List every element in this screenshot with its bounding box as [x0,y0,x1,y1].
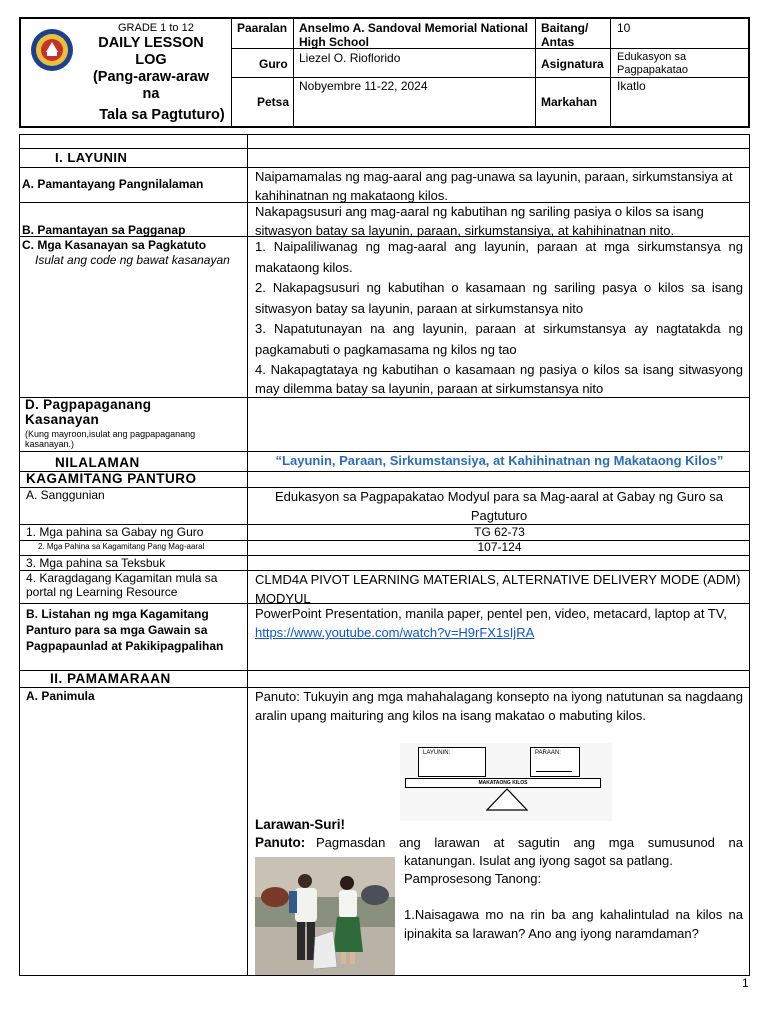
petsa-label: Petsa [257,95,290,109]
teksbuk-label: 3. Mga pahina sa Teksbuk [26,556,166,570]
beam-label: MAKATAONG KILOS [478,780,528,786]
youtube-link[interactable]: https://www.youtube.com/watch?v=H9rFX1sIjRA [255,625,535,640]
nilalaman-title: “Layunin, Paraan, Sirkumstansiya, at Kahihinatnan ng Makataong Kilos” [275,453,724,468]
nilalaman-label: NILALAMAN [55,455,140,470]
baitang-value: 10 [617,21,631,35]
pamantayang-pangnilalaman-label: A. Pamantayang Pangnilalaman [22,177,204,191]
panuto-2-line-1: Pagmasdan ang larawan at sagutin ang mga sumusunod na [316,835,743,850]
sanggunian-label: A. Sanggunian [26,488,105,502]
listahan-text [255,604,743,642]
header-table [19,17,750,128]
layunin-box [418,747,486,777]
kasanayan-label: C. Mga Kasanayan sa Pagkatuto [22,238,207,252]
quarter-value: Ikatlo [617,79,646,93]
panimula-label: A. Panimula [26,689,95,703]
title-line-5: Tala sa Pagtuturo) [99,107,225,123]
kagamitang-mag-aaral-pages: 107-124 [477,540,522,554]
grade-text: GRADE 1 to 12 [118,22,194,34]
panuto-1: Panuto: Tukuyin ang mga mahahalagang konsepto na iyong natutunan sa nagdaang aralin upang maituring ang kilos na isang makatao o mabuting kilos. [255,689,743,723]
makataong-kilos-beam [405,778,601,788]
karagdagang-kagamitan-label: 4. Karagdagang Kagamitan mula sa portal ng Learning Resource [26,571,218,599]
listahan-materials: PowerPoint Presentation, manila paper, pentel pen, video, metacard, laptop at TV, [255,606,727,621]
teacher-name: Liezel O. Rioflorido [299,51,401,65]
gabay-guro-pages: TG 62-73 [474,525,525,539]
fulcrum-triangle [486,788,528,811]
lesson-table [19,134,750,976]
asignatura-label: Asignatura [541,57,604,71]
layunin-box-label: LAYUNIN: [423,750,451,756]
title-line-3: (Pang-araw-araw [92,69,210,85]
pamantayang-pangnilalaman-text: Naipamamalas ng mag-aaral ang pag-unawa sa layunin, paraan, sirkumstansiya at kahihinatnan ng makataong kilos. [255,169,733,203]
pamantayan-pagganap-text: Nakapagsusuri ang mag-aaral ng kabutihan ng sariling pasiya o kilos sa isang sitwasyon batay sa layunin, paraan, sirkumstansiya, at kahihinatnan nito. [255,204,704,238]
pagpapaganang-kasanayan-label: D. Pagpapaganang Kasanayan [25,397,152,427]
kasanayan-item-1: 1. Naipaliliwanag ng mag-aaral ang layunin, paraan at mga sirkumstansya ng makataong kilos. [255,239,743,275]
subject-value: Edukasyon sa Pagpapakatao [617,51,688,76]
title-line-1: DAILY LESSON [98,35,204,51]
paraan-box-label: PARAAN: [535,750,561,756]
markahan-label: Markahan [541,95,598,109]
guro-label: Guro [259,57,288,71]
students-photo [255,857,395,975]
school-name: Anselmo A. Sandoval Memorial National High School [299,21,528,49]
karagdagang-kagamitan-text: CLMD4A PIVOT LEARNING MATERIALS, ALTERNATIVE DELIVERY MODE (ADM) MODYUL [255,572,741,606]
title-line-4: na [142,86,160,102]
pamamaraan-heading: II. PAMAMARAAN [50,671,171,686]
kasanayan-item-4: 4. Nakapagtataya ng kabutihan o kasamaan ng pasiya o kilos sa isang sitwasyong may dilemma batay sa layunin, paraan at sirkumstansya nito [255,362,743,396]
paaralan-label: Paaralan [237,21,288,35]
paraan-box [530,747,580,777]
title-line-2: LOG [135,52,167,68]
makataong-kilos-diagram [400,743,612,821]
panuto-2-label: Panuto: [255,835,306,850]
kasanayan-sub: Isulat ang code ng bawat kasanayan [35,253,230,267]
kasanayan-item-3: 3. Napatutunayan na ang layunin, paraan at sirkumstansya ay nagtatakda ng pagkamabuti o pagkamasama ng kilos ng tao [255,321,743,357]
deped-seal-logo [30,28,74,72]
panuto-2-line-2: katanungan. Isulat ang iyong sagot sa patlang. [404,853,673,868]
kagamitang-panturo-label: KAGAMITANG PANTURO [26,471,197,486]
layunin-heading: I. LAYUNIN [55,150,128,165]
baitang-label: Baitang/ Antas [541,21,589,49]
kagamitang-mag-aaral-label: 2. Mga Pahina sa Kagamitang Pang Mag-aaral [38,542,205,551]
gabay-guro-label: 1. Mga pahina sa Gabay ng Guro [26,525,204,539]
pagpapaganang-kasanayan-note: (Kung mayroon,isulat ang pagpapaganang kasanayan.) [25,429,196,449]
pamantayan-pagganap-label: B. Pamantayan sa Pagganap [22,223,186,237]
pamprosesong-tanong: Pamprosesong Tanong: [404,871,542,886]
sanggunian-text: Edukasyon sa Pagpapakatao Modyul para sa Mag-aaral at Gabay ng Guro sa Pagtuturo [274,489,724,523]
page-number: 1 [742,976,749,990]
kasanayan-item-2: 2. Nakapagsusuri ng kabutihan o kasamaan ng sariling pasya o kilos sa isang sitwasyon batay sa layunin, paraan at sirkumstansya nito [255,280,743,316]
question-1: 1.Naisagawa mo na rin ba ang kahalintulad na kilos na ipinakita sa larawan? Ano ang iyong naramdaman? [404,907,743,941]
larawan-suri-title: Larawan-Suri! [255,817,346,832]
date-value: Nobyembre 11-22, 2024 [299,79,428,93]
listahan-label: B. Listahan ng mga Kagamitang Panturo para sa mga Gawain sa Pagpapaunlad at Pakikipagpalihan [26,607,224,653]
